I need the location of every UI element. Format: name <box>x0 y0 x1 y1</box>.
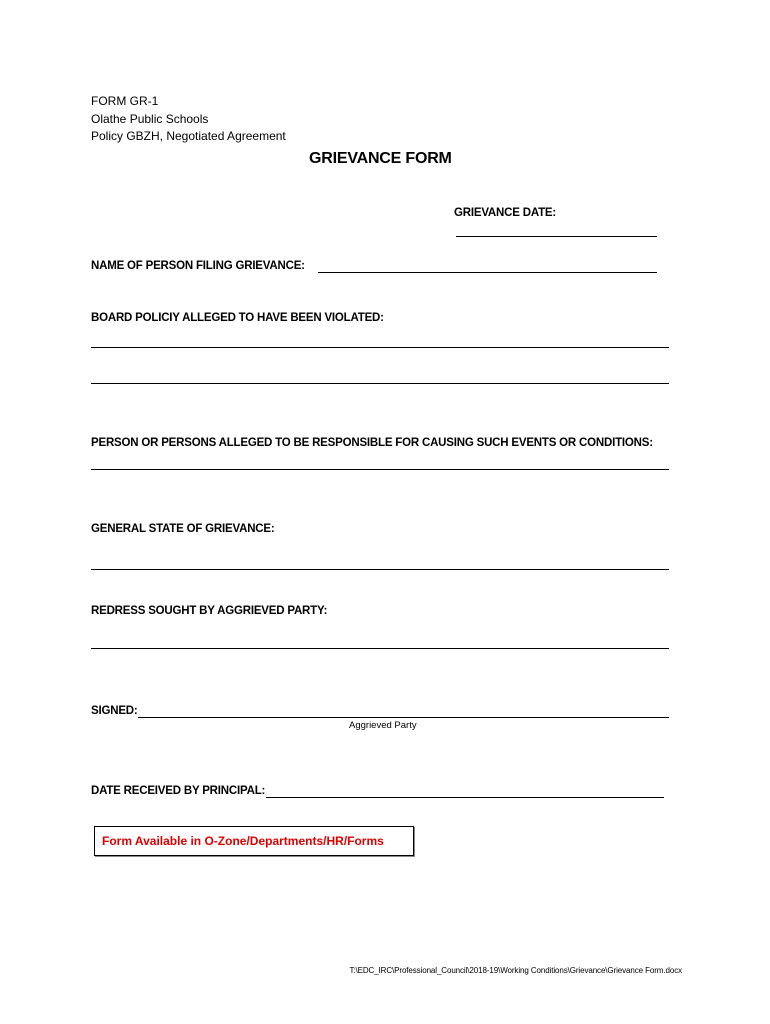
board-policy-line-1[interactable] <box>91 347 669 348</box>
form-id: FORM GR-1 <box>91 94 159 108</box>
name-filing-line[interactable] <box>318 272 657 273</box>
redress-line[interactable] <box>91 648 669 649</box>
persons-responsible-line[interactable] <box>91 469 669 470</box>
policy-reference: Policy GBZH, Negotiated Agreement <box>91 129 286 143</box>
general-state-label: GENERAL STATE OF GRIEVANCE: <box>91 523 275 535</box>
notice-text: Form Available in O-Zone/Departments/HR/Forms <box>102 834 384 848</box>
redress-label: REDRESS SOUGHT BY AGGRIEVED PARTY: <box>91 605 328 617</box>
signed-caption: Aggrieved Party <box>349 720 417 731</box>
page-title: GRIEVANCE FORM <box>309 150 452 167</box>
board-policy-line-2[interactable] <box>91 383 669 384</box>
name-filing-label: NAME OF PERSON FILING GRIEVANCE: <box>91 260 305 272</box>
footer-file-path: T:\EDC_IRC\Professional_Council\2018-19\Working Conditions\Grievance\Grievance Form.docx <box>349 966 682 975</box>
grievance-date-label: GRIEVANCE DATE: <box>454 207 556 219</box>
signed-label: SIGNED: <box>91 705 138 717</box>
general-state-line[interactable] <box>91 569 669 570</box>
date-received-line[interactable] <box>266 797 664 798</box>
form-availability-notice <box>94 826 414 856</box>
date-received-label: DATE RECEIVED BY PRINCIPAL: <box>91 785 266 797</box>
persons-responsible-label: PERSON OR PERSONS ALLEGED TO BE RESPONSIBLE FOR CAUSING SUCH EVENTS OR CONDITIONS: <box>91 437 653 449</box>
district-name: Olathe Public Schools <box>91 112 209 126</box>
grievance-date-line[interactable] <box>456 236 657 237</box>
board-policy-label: BOARD POLICIY ALLEGED TO HAVE BEEN VIOLATED: <box>91 312 384 324</box>
signed-line[interactable] <box>138 717 669 718</box>
